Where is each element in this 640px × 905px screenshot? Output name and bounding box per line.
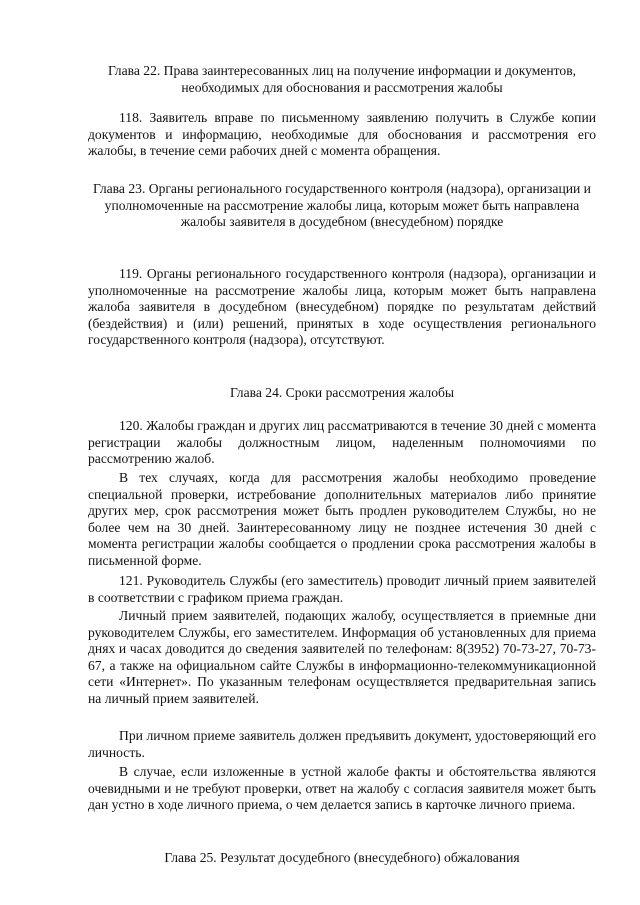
paragraph-121-reception-info: Личный прием заявителей, подающих жалобу, осуществляется в приемные дни руководителем Службы, его заместителем. Информация об установленных для приема днях и часах доводится до сведения заявителей по телефонам: 8(3952) 70-73-27, 70-73-67, а также на официальном сайте Службы в информационно-телекоммуникационной сети «Интернет». По указанным телефонам осуществляется предварительная запись на личный прием заявителей. — [88, 608, 596, 706]
paragraph-120: 120. Жалобы граждан и других лиц рассматриваются в течение 30 дней с момента регистрации жалобы должностным лицом, наделенным полномочиями по рассмотрению жалоб. — [88, 418, 596, 467]
paragraph-121-identity: При личном приеме заявитель должен предъявить документ, удостоверяющий его личность. — [88, 728, 596, 760]
paragraph-119: 119. Органы регионального государственного контроля (надзора), организации и уполномоченные на рассмотрение жалобы лица, которым может быть направлена жалоба заявителя в досудебном (внесудебном) порядке по результатам действий (бездействия) и (или) решений, принятых в ходе осуществления регионального государственного контроля (надзора), отсутствуют. — [88, 266, 596, 348]
chapter-24-heading: Глава 24. Сроки рассмотрения жалобы — [229, 385, 455, 400]
chapter-25-heading: Глава 25. Результат досудебного (внесудебного) обжалования — [164, 850, 520, 865]
paragraph-121-oral-answer: В случае, если изложенные в устной жалобе факты и обстоятельства являются очевидными и не требуют проверки, ответ на жалобу с согласия заявителя может быть дан устно в ходе личного приема, о чем делается запись в карточке личного приема. — [88, 764, 596, 813]
chapter-23-heading: Глава 23. Органы регионального государственного контроля (надзора), организации и уполномоченные на рассмотрение жалобы лица, которым может быть направлена жалобы заявителя в досудебном (внесудебном) порядке — [93, 181, 591, 230]
chapter-22-heading: Глава 22. Права заинтересованных лиц на получение информации и документов, необходимых для обоснования и рассмотрения жалобы — [107, 63, 577, 95]
paragraph-121: 121. Руководитель Службы (его заместитель) проводит личный прием заявителей в соответствии с графиком приема граждан. — [88, 573, 596, 605]
paragraph-118: 118. Заявитель вправе по письменному заявлению получить в Службе копии документов и информацию, необходимые для обоснования и рассмотрения его жалобы, в течение семи рабочих дней с момента обращения. — [88, 110, 596, 159]
paragraph-120-extension: В тех случаях, когда для рассмотрения жалобы необходимо проведение специальной проверки, истребование дополнительных материалов либо принятие других мер, срок рассмотрения может быть продлен руководителем Службы, но не более чем на 30 дней. Заинтересованному лицу не позднее истечения 30 дней с момента регистрации жалобы сообщается о продлении срока рассмотрения жалобы в письменной форме. — [88, 470, 596, 568]
